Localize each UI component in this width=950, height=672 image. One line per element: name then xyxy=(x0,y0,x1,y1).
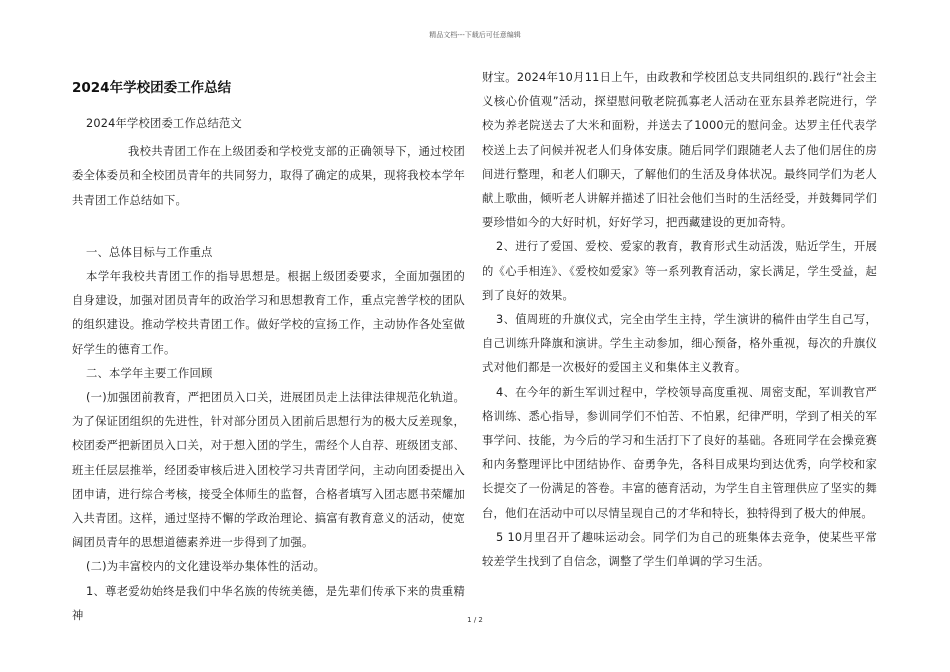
document-subtitle: 2024年学校团委工作总结范文 xyxy=(86,117,243,130)
header-note: 精品文档---下载后可任意编辑 xyxy=(429,31,521,39)
subsection-1-paragraph: (一)加强团前教育，严把团员入口关，进展团员走上法律法律规范化轨道。为了保证团组织的先进性，针对部分团员入团前后思想行为的极大反差现象，校团委严把新团员入口关，对于想入团的学生，需经个人自荐、班级团支部、班主任层层推举，经团委审核后进入团校学习共青团学问，主动向团委提出入团申请，进行综合考核，接受全体师生的监督，合格者填写入团志愿书荣耀加入共青团。这样，通过坚持不懈的学政治理论、搞富有教育意义的活动，使宽阔团员青年的思想道德素养进一步得到了加强。 xyxy=(72,391,465,550)
intro-paragraph: 我校共青团工作在上级团委和学校党支部的正确领导下，通过校团委全体委员和全校团员青年的共同努力，取得了确定的成果，现将我校本学年共青团工作总结如下。 xyxy=(72,145,465,207)
section-1-paragraph: 本学年我校共青团工作的指导思想是。根据上级团委要求，全面加强团的自身建设，加强对团员青年的政治学习和思想教育工作，重点完善学校的团队的组织建设。推动学校共青团工作。做好学校的宣扬工作，主动协作各处室做好学生的德育工作。 xyxy=(72,270,465,356)
page-number: 1 / 2 xyxy=(467,616,483,624)
section-heading-2: 二、本学年主要工作回顾 xyxy=(86,366,213,380)
section-heading-1: 一、总体目标与工作重点 xyxy=(86,245,213,259)
item-1-paragraph-continued: 财宝。2024年10月11日上午，由政教和学校团总支共同组织的.践行“社会主义核心价值观”活动，探望慰问敬老院孤寡老人活动在亚东县养老院进行，学校为养老院送去了大米和面粉，并送去了1000元的慰问金。达罗主任代表学校送上去了问候并祝老人们身体安康。随后同学们跟随老人去了他们居住的房间进行整理，和老人们聊天，了解他们的生活及身体状况。最终同学们为老人献上歌曲，倾听老人讲解并描述了旧社会他们当时的生活经受，并鼓舞同学们要珍惜如今的大好时机，好好学习，把西藏建设的更加奇特。 xyxy=(482,71,877,230)
document-title: 2024年学校团委工作总结 xyxy=(72,80,232,96)
item-3-paragraph: 3、值周班的升旗仪式，完全由学生主持，学生演讲的稿件由学生自己写，自己训练升降旗和演讲。学生主动参加，细心预备，格外重视，每次的升旗仪式对他们都是一次极好的爱国主义和集体主义教育。 xyxy=(482,313,877,375)
item-4-paragraph: 4、在今年的新生军训过程中，学校领导高度重视、周密支配，军训教官严格训练、悉心指导，参训同学们不怕苦、不怕累，纪律严明，学到了相关的军事学问、技能，为今后的学习和生活打下了良好的基础。各班同学在会操竞赛和内务整理评比中团结协作、奋勇争先，各科目成果均到达优秀，向学校和家长提交了一份满足的答卷。丰富的德育活动，为学生自主管理供应了坚实的舞台，他们在活动中可以尽情呈现自己的才华和特长，独特得到了极大的伸展。 xyxy=(482,385,877,520)
item-2-paragraph: 2、进行了爱国、爱校、爱家的教育，教育形式生动活泼，贴近学生，开展的《心手相连》、《爱校如爱家》等一系列教育活动，家长满足，学生受益，起到了良好的效果。 xyxy=(482,240,877,302)
right-column xyxy=(482,66,877,574)
left-column xyxy=(72,70,465,628)
spacer xyxy=(72,213,465,241)
item-1-paragraph-start: 1、尊老爱幼始终是我们中华名族的传统美德，是先辈们传承下来的贵重精神 xyxy=(72,584,465,622)
item-5-paragraph: 5 10月里召开了趣味运动会。同学们为自己的班集体去竞争，使某些平常较差学生找到了自信念，调整了学生们单调的学习生活。 xyxy=(482,530,877,569)
subsection-2-heading: (二)为丰富校内的文化建设举办集体性的活动。 xyxy=(86,560,326,574)
